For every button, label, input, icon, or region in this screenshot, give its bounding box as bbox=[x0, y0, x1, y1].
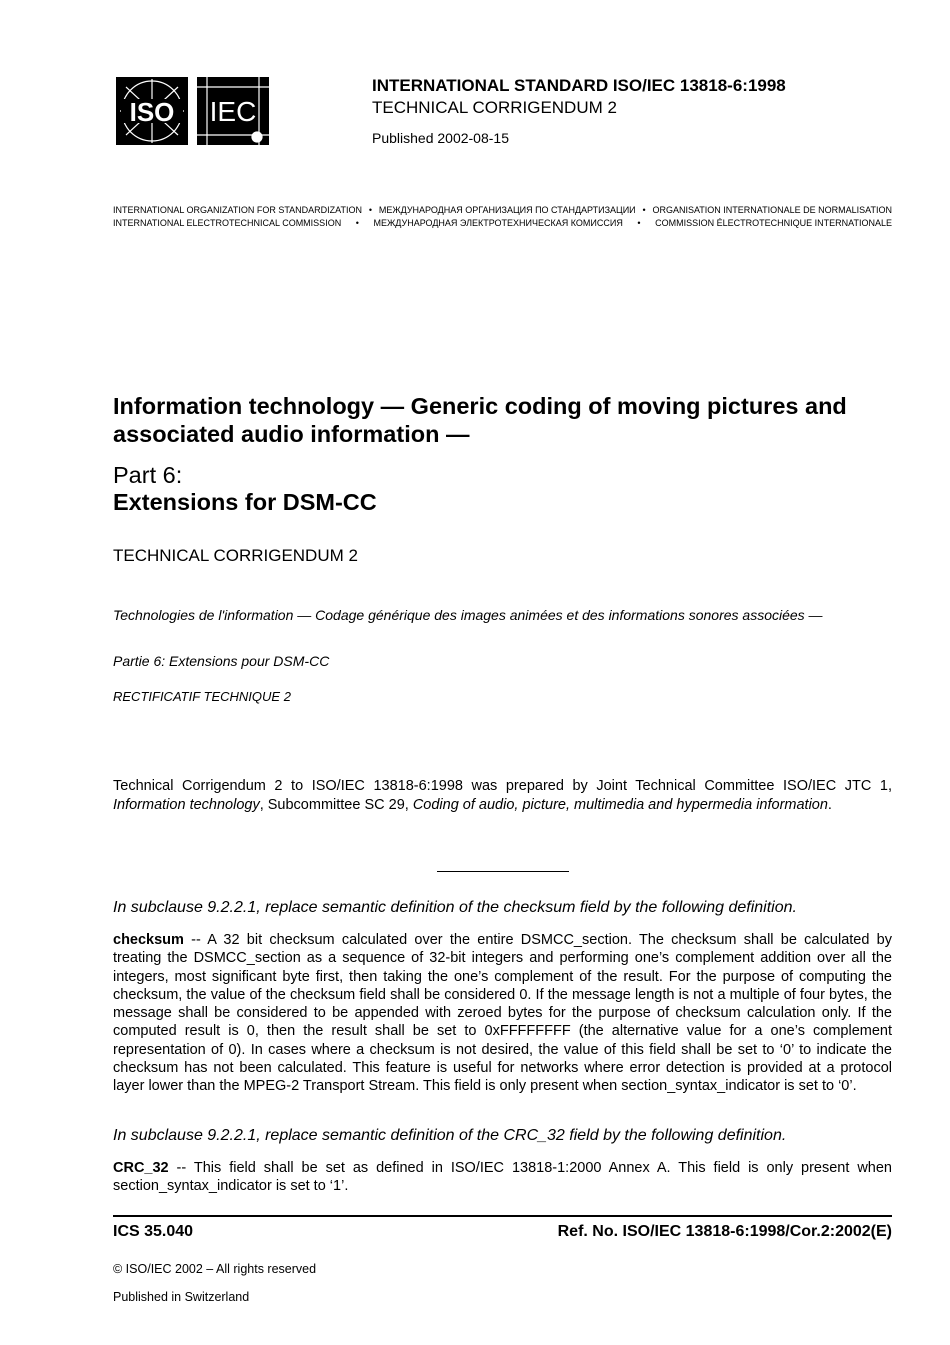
bullet-separator: • bbox=[368, 205, 372, 215]
intro-text: , Subcommittee SC 29, bbox=[259, 796, 413, 813]
org-name: INTERNATIONAL ELECTROTECHNICAL COMMISSION bbox=[113, 218, 342, 228]
term-label: checksum bbox=[113, 932, 184, 948]
organizations-line-2 bbox=[113, 218, 892, 228]
iec-logo bbox=[197, 77, 269, 145]
part-title: Extensions for DSM-CC bbox=[113, 489, 377, 515]
checksum-definition bbox=[113, 931, 892, 1096]
org-name: INTERNATIONAL ORGANIZATION FOR STANDARDIZATION bbox=[113, 205, 363, 215]
bullet-separator: • bbox=[355, 218, 359, 228]
iso-logo bbox=[116, 77, 188, 145]
amendment-instruction: In subclause 9.2.2.1, replace semantic definition of the checksum field by the following definition. bbox=[113, 899, 797, 916]
separator-line bbox=[437, 871, 569, 872]
footer-rule bbox=[113, 1215, 892, 1217]
intro-italic: Information technology bbox=[113, 796, 260, 813]
copyright-notice: © ISO/IEC 2002 – All rights reserved bbox=[113, 1262, 317, 1276]
intro-paragraph bbox=[113, 777, 892, 814]
org-name: МЕЖДУНАРОДНАЯ ЭЛЕКТРОТЕХНИЧЕСКАЯ КОМИССИЯ bbox=[373, 218, 623, 228]
amendment-instruction: In subclause 9.2.2.1, replace semantic definition of the CRC_32 field by the following definition. bbox=[113, 1127, 787, 1144]
organizations-line-1 bbox=[113, 205, 892, 215]
org-name: COMMISSION ÉLECTROTECHNIQUE INTERNATIONALE bbox=[655, 218, 892, 228]
org-name: ORGANISATION INTERNATIONALE DE NORMALISATION bbox=[652, 205, 892, 215]
document-title: Information technology — Generic coding of moving pictures and associated audio information — bbox=[113, 393, 847, 447]
ics-code: ICS 35.040 bbox=[113, 1223, 194, 1240]
iec-logo-text: IEC bbox=[209, 96, 257, 127]
reference-number: Ref. No. ISO/IEC 13818-6:1998/Cor.2:2002(E) bbox=[557, 1223, 892, 1240]
french-part: Partie 6: Extensions pour DSM-CC bbox=[113, 653, 330, 669]
intro-text: . bbox=[827, 796, 832, 813]
corrigendum-subtitle: TECHNICAL CORRIGENDUM 2 bbox=[372, 98, 617, 117]
part-label: Part 6: bbox=[113, 462, 183, 488]
definition-text: -- A 32 bit checksum calculated over the entire DSMCC_section. The checksum shall be calculated by treating the DSMCC_section as a sequence of 32-bit integers and performing one’s complement addition over all the integers, most significant byte first, then taking the one’s complement of the result. For the purpose of computing the checksum, the value of the checksum field shall be considered 0. If the message length is not a multiple of four bytes, the message shall be considered to be appended with zeroed bytes for the purpose of checksum calculation only. If the computed result is 0, then the result shall be set to 0xFFFFFFFF (the alternative value for a one’s complement representation of 0). In cases where a checksum is not desired, the value of this field shall be set to ‘0’ to indicate the checksum has not been calculated. This feature is useful for networks where error detection is provided at a protocol layer lower than the MPEG-2 Transport Stream. This field is only present when section_syntax_indicator is set to ‘0’. bbox=[113, 932, 892, 1095]
crc32-definition bbox=[113, 1159, 892, 1196]
published-location: Published in Switzerland bbox=[113, 1290, 250, 1304]
org-name: МЕЖДУНАРОДНАЯ ОРГАНИЗАЦИЯ ПО СТАНДАРТИЗАЦИИ bbox=[378, 205, 636, 215]
french-corrigendum: RECTIFICATIF TECHNIQUE 2 bbox=[113, 689, 291, 704]
bullet-separator: • bbox=[637, 218, 641, 228]
term-label: CRC_32 bbox=[113, 1160, 169, 1176]
standard-title: INTERNATIONAL STANDARD ISO/IEC 13818-6:1998 bbox=[372, 76, 786, 95]
iso-logo-text: ISO bbox=[129, 97, 175, 127]
french-title: Technologies de l'information — Codage générique des images animées et des informations sonores associées — bbox=[113, 607, 823, 623]
bullet-separator: • bbox=[642, 205, 646, 215]
intro-text: Technical Corrigendum 2 to ISO/IEC 13818-6:1998 was prepared by Joint Technical Committee ISO/IEC JTC 1, bbox=[113, 778, 892, 794]
definition-text: -- This field shall be set as defined in ISO/IEC 13818-1:2000 Annex A. This field is only present when section_syntax_indicator is set to ‘1’. bbox=[113, 1160, 892, 1195]
published-date: Published 2002-08-15 bbox=[372, 130, 509, 146]
intro-italic: Coding of audio, picture, multimedia and hypermedia information bbox=[412, 796, 828, 813]
corrigendum-label: TECHNICAL CORRIGENDUM 2 bbox=[113, 546, 358, 565]
